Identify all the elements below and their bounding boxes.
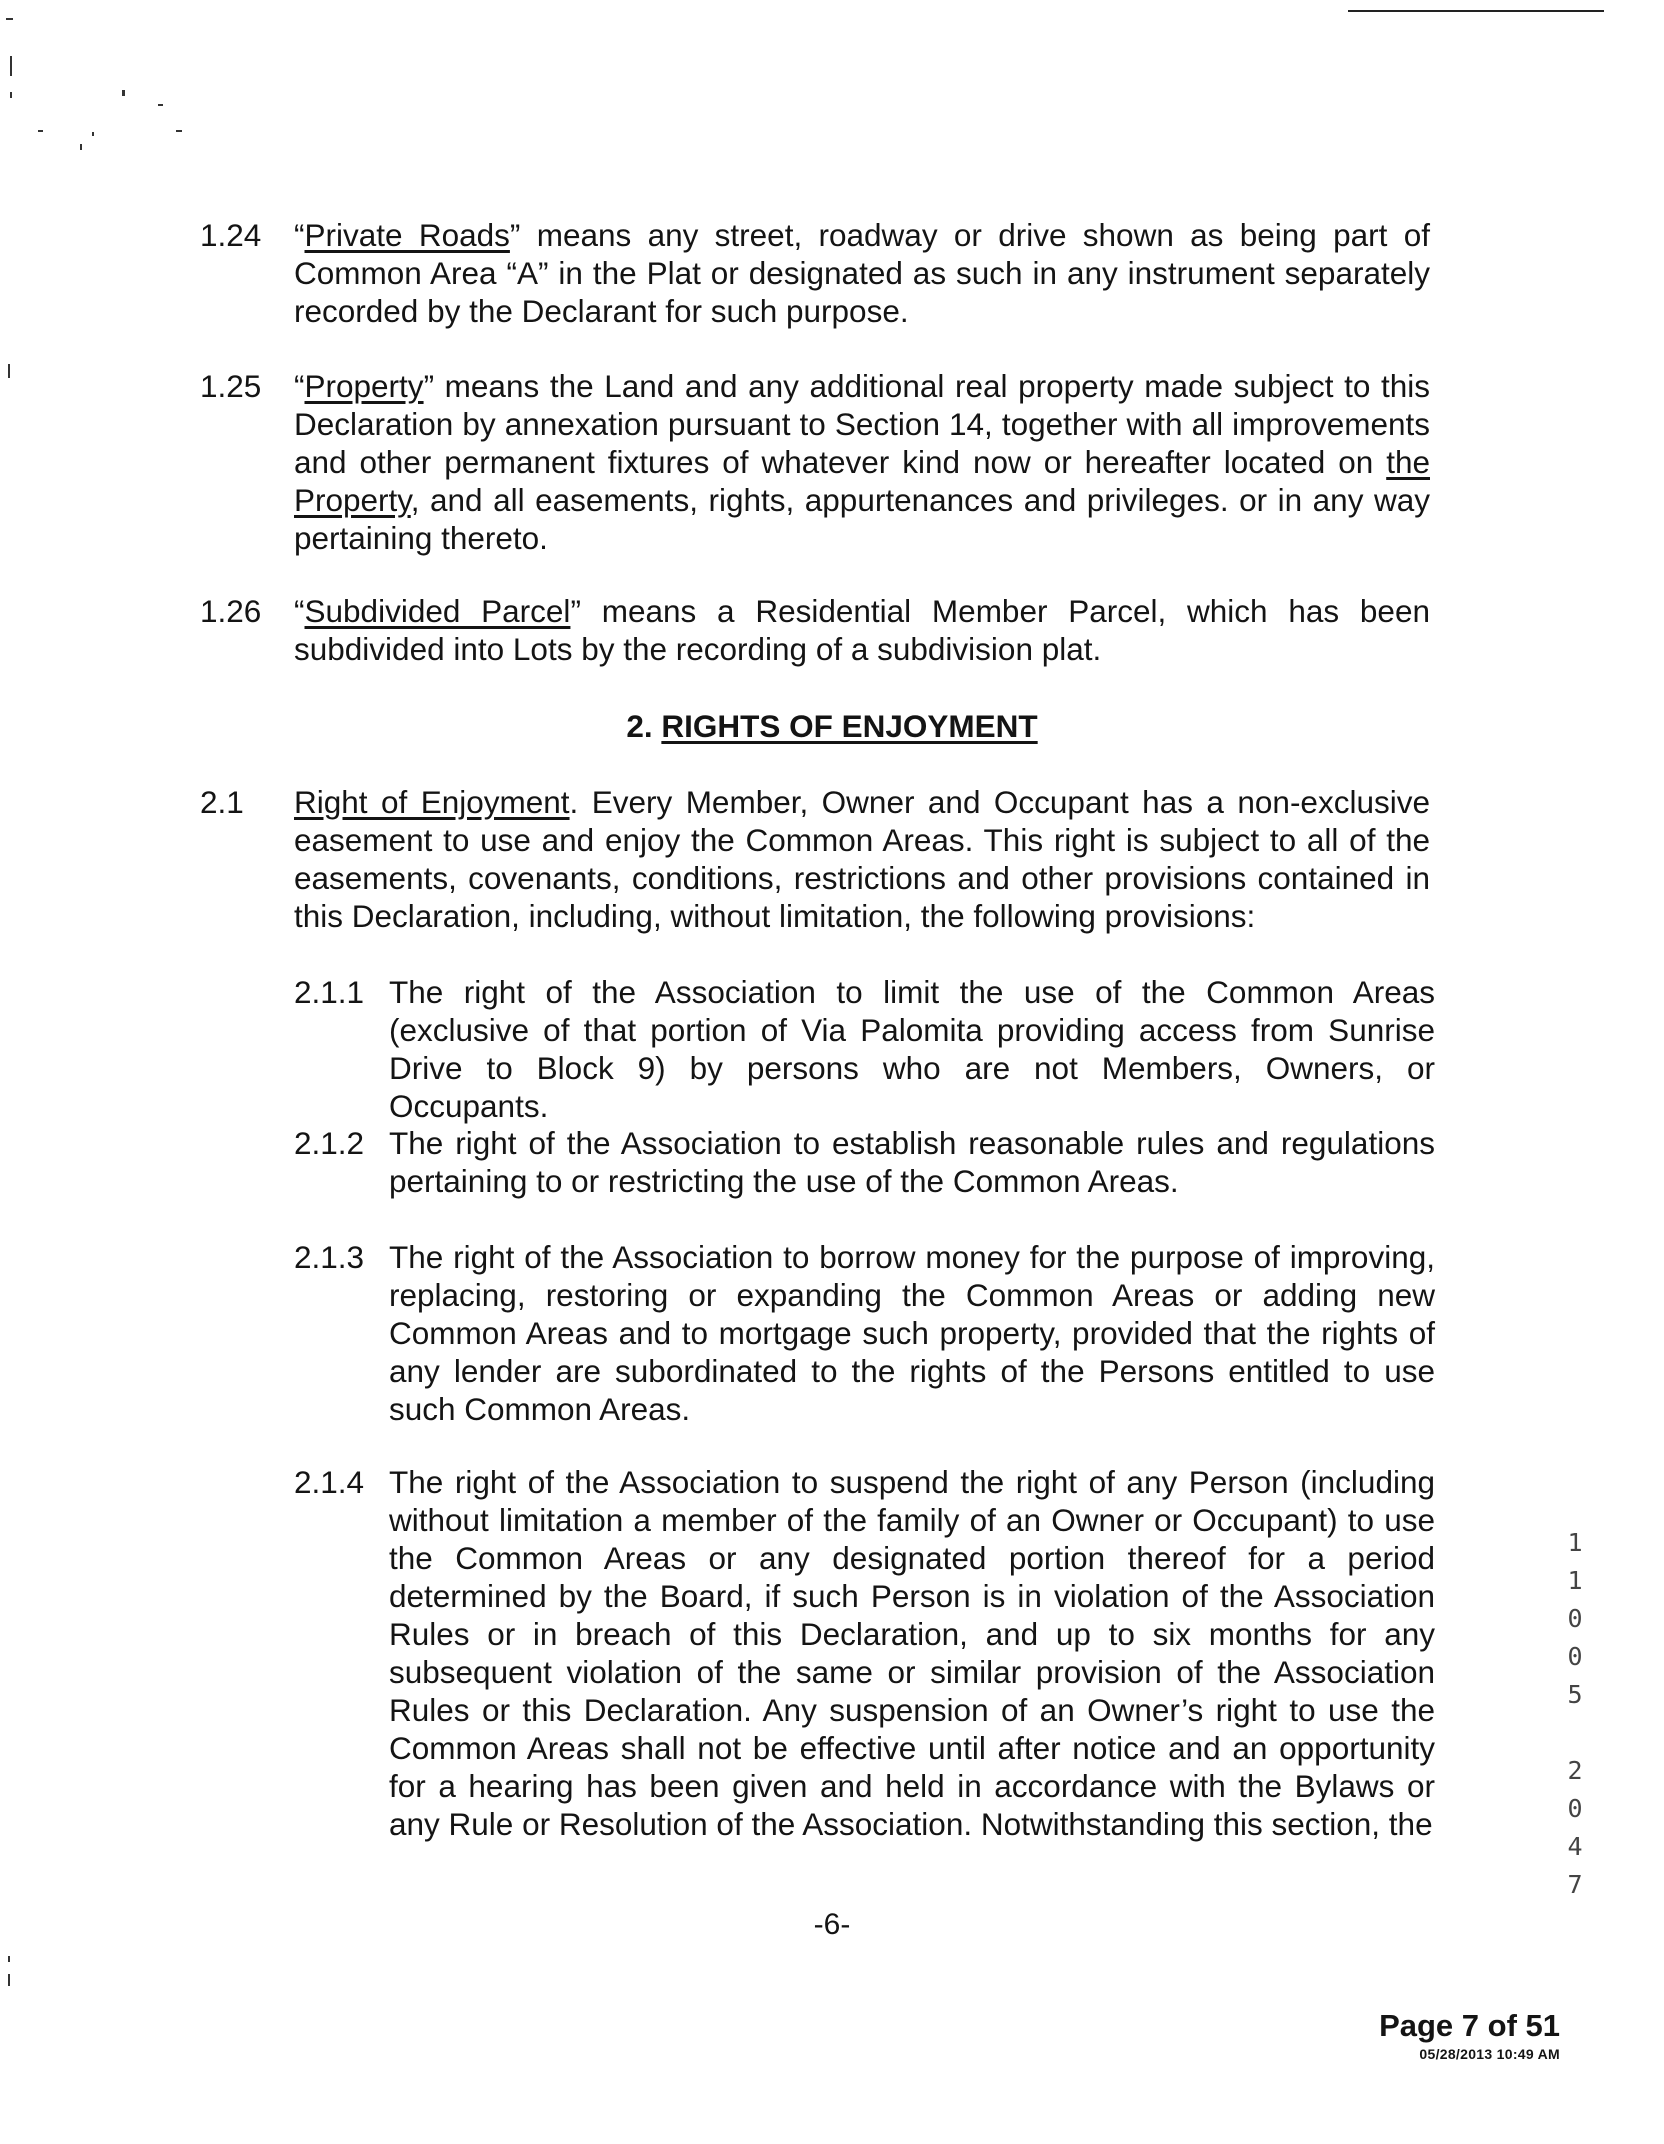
scan-mark [8, 1974, 10, 1986]
subsection-number: 2.1.4 [294, 1464, 365, 1500]
stamp-digit: 7 [1567, 1870, 1583, 1899]
scan-mark [176, 130, 182, 132]
page-count: Page 7 of 51 [1379, 2008, 1560, 2043]
subsection-text: The right of the Association to limit the use of the Common Areas (exclusive of that portion of Via Palomita providing access from Sunrise Drive to Block 9) by persons who are not Members, Owners, or Occupants. [389, 974, 1435, 1124]
definition-number: 1.26 [200, 593, 262, 629]
stamp-digit: 4 [1567, 1832, 1583, 1861]
definition-body: means a Residential Member Parcel, which has been subdivided into Lots by the recording of a subdivision plat. [294, 593, 1430, 667]
definition-number: 1.25 [200, 368, 262, 404]
subsection-number: 2.1.3 [294, 1239, 365, 1275]
stamp-digit: 0 [1567, 1794, 1583, 1823]
side-recording-stamp [1565, 1524, 1585, 1904]
scan-mark [38, 130, 43, 132]
page-number: -6- [813, 1908, 851, 1941]
underlined-phrase: the Property [294, 444, 1430, 518]
stamp-digit: 1 [1567, 1566, 1583, 1595]
definition-body: means any street, roadway or drive shown as being part of Common Area “A” in the Plat or designated as such in any instrument separately recorded by the Declarant for such purpose. [294, 217, 1430, 329]
section-text [294, 783, 1430, 935]
definition-number: 1.24 [200, 217, 262, 253]
stamp-digit: 1 [1567, 1528, 1583, 1557]
scan-mark [6, 18, 13, 20]
definition-text: “Subdivided Parcel” means a Residential Member Parcel, which has been subdivided into Lots by the recording of a subdivision plat. [294, 593, 1430, 667]
definition-text: “Property” means the Land and any additional real property made subject to this Declaration by annexation pursuant to Section 14, together with all improvements and other permanent fixtures of whatever kind now or hereafter located on the Property, and all easements, rights, appurtenances and privileges. or in any way pertaining thereto. [294, 368, 1430, 556]
stamp-digit: 5 [1567, 1680, 1583, 1709]
defined-term: Private Roads [304, 217, 510, 253]
scan-mark [92, 132, 94, 136]
section-body: . Every Member, Owner and Occupant has a non-exclusive easement to use and enjoy the Common Areas. This right is subject to all of the easements, covenants, conditions, restrictions and other provisions contained in this Declaration, including, without limitation, the following provisions: [294, 784, 1430, 934]
scan-mark [10, 92, 12, 98]
scan-mark [10, 56, 12, 76]
scan-mark [158, 104, 163, 106]
subsection-number: 2.1.2 [294, 1125, 365, 1161]
section-title: Right of Enjoyment [294, 784, 570, 820]
stamp-digit: 0 [1567, 1642, 1583, 1671]
section-heading [0, 707, 1664, 745]
subsection-text: The right of the Association to borrow money for the purpose of improving, replacing, restoring or expanding the Common Areas or adding new Common Areas and to mortgage such property, provided that the rights of any lender are subordinated to the rights of the Persons entitled to use such Common Areas. [389, 1239, 1435, 1427]
top-rule [1348, 10, 1604, 12]
definition-body-end: , and all easements, rights, appurtenances and privileges. or in any way pertaining thereto. [294, 482, 1430, 556]
stamp-digit: 0 [1567, 1604, 1583, 1633]
scan-mark [8, 1956, 10, 1962]
subsection-text: The right of the Association to establish reasonable rules and regulations pertaining to or restricting the use of the Common Areas. [389, 1125, 1435, 1199]
subsection-text: The right of the Association to suspend the right of any Person (including without limitation a member of the family of an Owner or Occupant) to use the Common Areas or any designated portion thereof for a period determined by the Board, if such Person is in violation of the Association Rules or in breach of this Declaration, and up to six months for any subsequent violation of the same or similar provision of the Association Rules or this Declaration. Any suspension of an Owner’s right to use the Common Areas shall not be effective until after notice and an opportunity for a hearing has been given and held in accordance with the Bylaws or any Rule or Resolution of the Association. Notwithstanding this section, the [389, 1464, 1435, 1842]
defined-term: Subdivided Parcel [304, 593, 571, 629]
page-timestamp: 05/28/2013 10:49 AM [1419, 2046, 1560, 2062]
definition-body: means the Land and any additional real property made subject to this Declaration by annexation pursuant to Section 14, together with all improvements and other permanent fixtures of whatever kind now or hereafter located on [294, 368, 1430, 480]
subsection-number: 2.1.1 [294, 974, 365, 1010]
section-heading-number: 2. [626, 708, 653, 744]
definition-text: “Private Roads” means any street, roadway or drive shown as being part of Common Area “A” in the Plat or designated as such in any instrument separately recorded by the Declarant for such purpose. [294, 217, 1430, 329]
scan-mark [80, 144, 82, 150]
defined-term: Property [304, 368, 424, 404]
section-heading-title: RIGHTS OF ENJOYMENT [661, 708, 1038, 744]
section-number: 2.1 [200, 784, 244, 820]
scan-mark [122, 90, 125, 96]
stamp-digit: 2 [1567, 1756, 1583, 1785]
scan-mark [8, 364, 10, 378]
